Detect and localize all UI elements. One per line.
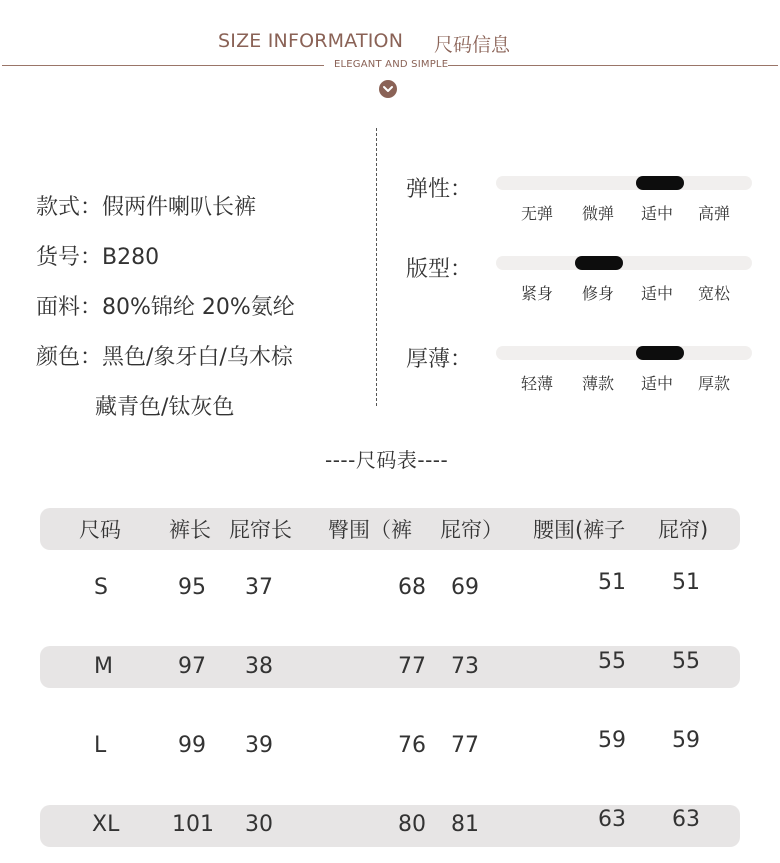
info-colors: 颜色：黑色/象牙白/乌木棕 [36,345,293,370]
meter-option: 厚款 [698,374,731,393]
info-fabric: 面料：80%锦纶 20%氨纶 [36,295,295,320]
meter-option: 适中 [641,204,674,223]
table-cell: 69 [451,575,479,600]
meter-label: 版型： [406,257,473,282]
table-cell: 51 [598,570,626,595]
header-title-cn: 尺码信息 [434,34,511,56]
table-cell: 77 [451,733,479,758]
table-header-cell: 屁帘) [658,518,709,542]
meter-option: 薄款 [582,374,615,393]
meter-label: 厚薄： [406,347,473,372]
meter-option: 无弹 [521,204,554,223]
meter-track [496,256,752,270]
header-divider-left [2,65,324,66]
table-cell: M [94,654,113,679]
meter-option: 适中 [641,374,674,393]
table-cell: 76 [398,733,426,758]
table-cell: 68 [398,575,426,600]
table-cell: 55 [598,649,626,674]
table-cell: 55 [672,649,700,674]
meter-option: 高弹 [698,204,731,223]
table-header-cell: 屁帘长 [229,518,292,542]
table-header-cell: 尺码 [79,518,121,542]
table-header-cell: 臀围（裤 [328,518,412,542]
meter-indicator [575,256,623,270]
table-cell: S [94,575,108,600]
table-header-cell: 裤长 [169,518,211,542]
meter-track [496,346,752,360]
meter-option: 修身 [582,284,615,303]
info-style: 款式：假两件喇叭长裤 [36,195,257,220]
meter-track [496,176,752,190]
header-subtitle: ELEGANT AND SIMPLE [334,59,449,70]
table-cell: 59 [672,728,700,753]
table-header-cell: 腰围(裤子 [533,518,626,542]
meter-option: 适中 [641,284,674,303]
info-colors-continued: 藏青色/钛灰色 [95,395,235,420]
info-item-number: 货号：B280 [36,245,160,270]
meter-option: 紧身 [521,284,554,303]
table-cell: 101 [172,812,214,837]
table-row-band [40,805,740,847]
size-table-title: ----尺码表---- [325,448,449,472]
table-cell: 77 [398,654,426,679]
chevron-down-circle-icon [379,80,397,98]
table-cell: 30 [245,812,273,837]
table-cell: 97 [178,654,206,679]
table-cell: 63 [672,807,700,832]
header-title-en: SIZE INFORMATION [218,30,404,52]
table-cell: 59 [598,728,626,753]
meter-indicator [636,346,684,360]
meter-option: 宽松 [698,284,731,303]
table-cell: XL [92,812,120,837]
table-row-band [40,646,740,688]
meter-option: 轻薄 [521,374,554,393]
table-cell: 39 [245,733,273,758]
table-cell: 99 [178,733,206,758]
meter-option: 微弹 [582,204,615,223]
table-cell: 63 [598,807,626,832]
table-cell: 80 [398,812,426,837]
table-cell: 51 [672,570,700,595]
meter-indicator [636,176,684,190]
table-header-cell: 屁帘） [440,518,503,542]
table-cell: 38 [245,654,273,679]
table-cell: 95 [178,575,206,600]
table-cell: 81 [451,812,479,837]
vertical-divider [376,128,377,406]
header-divider-right [448,65,778,66]
meter-label: 弹性： [406,177,473,202]
table-cell: 37 [245,575,273,600]
table-cell: L [94,733,107,758]
table-cell: 73 [451,654,479,679]
